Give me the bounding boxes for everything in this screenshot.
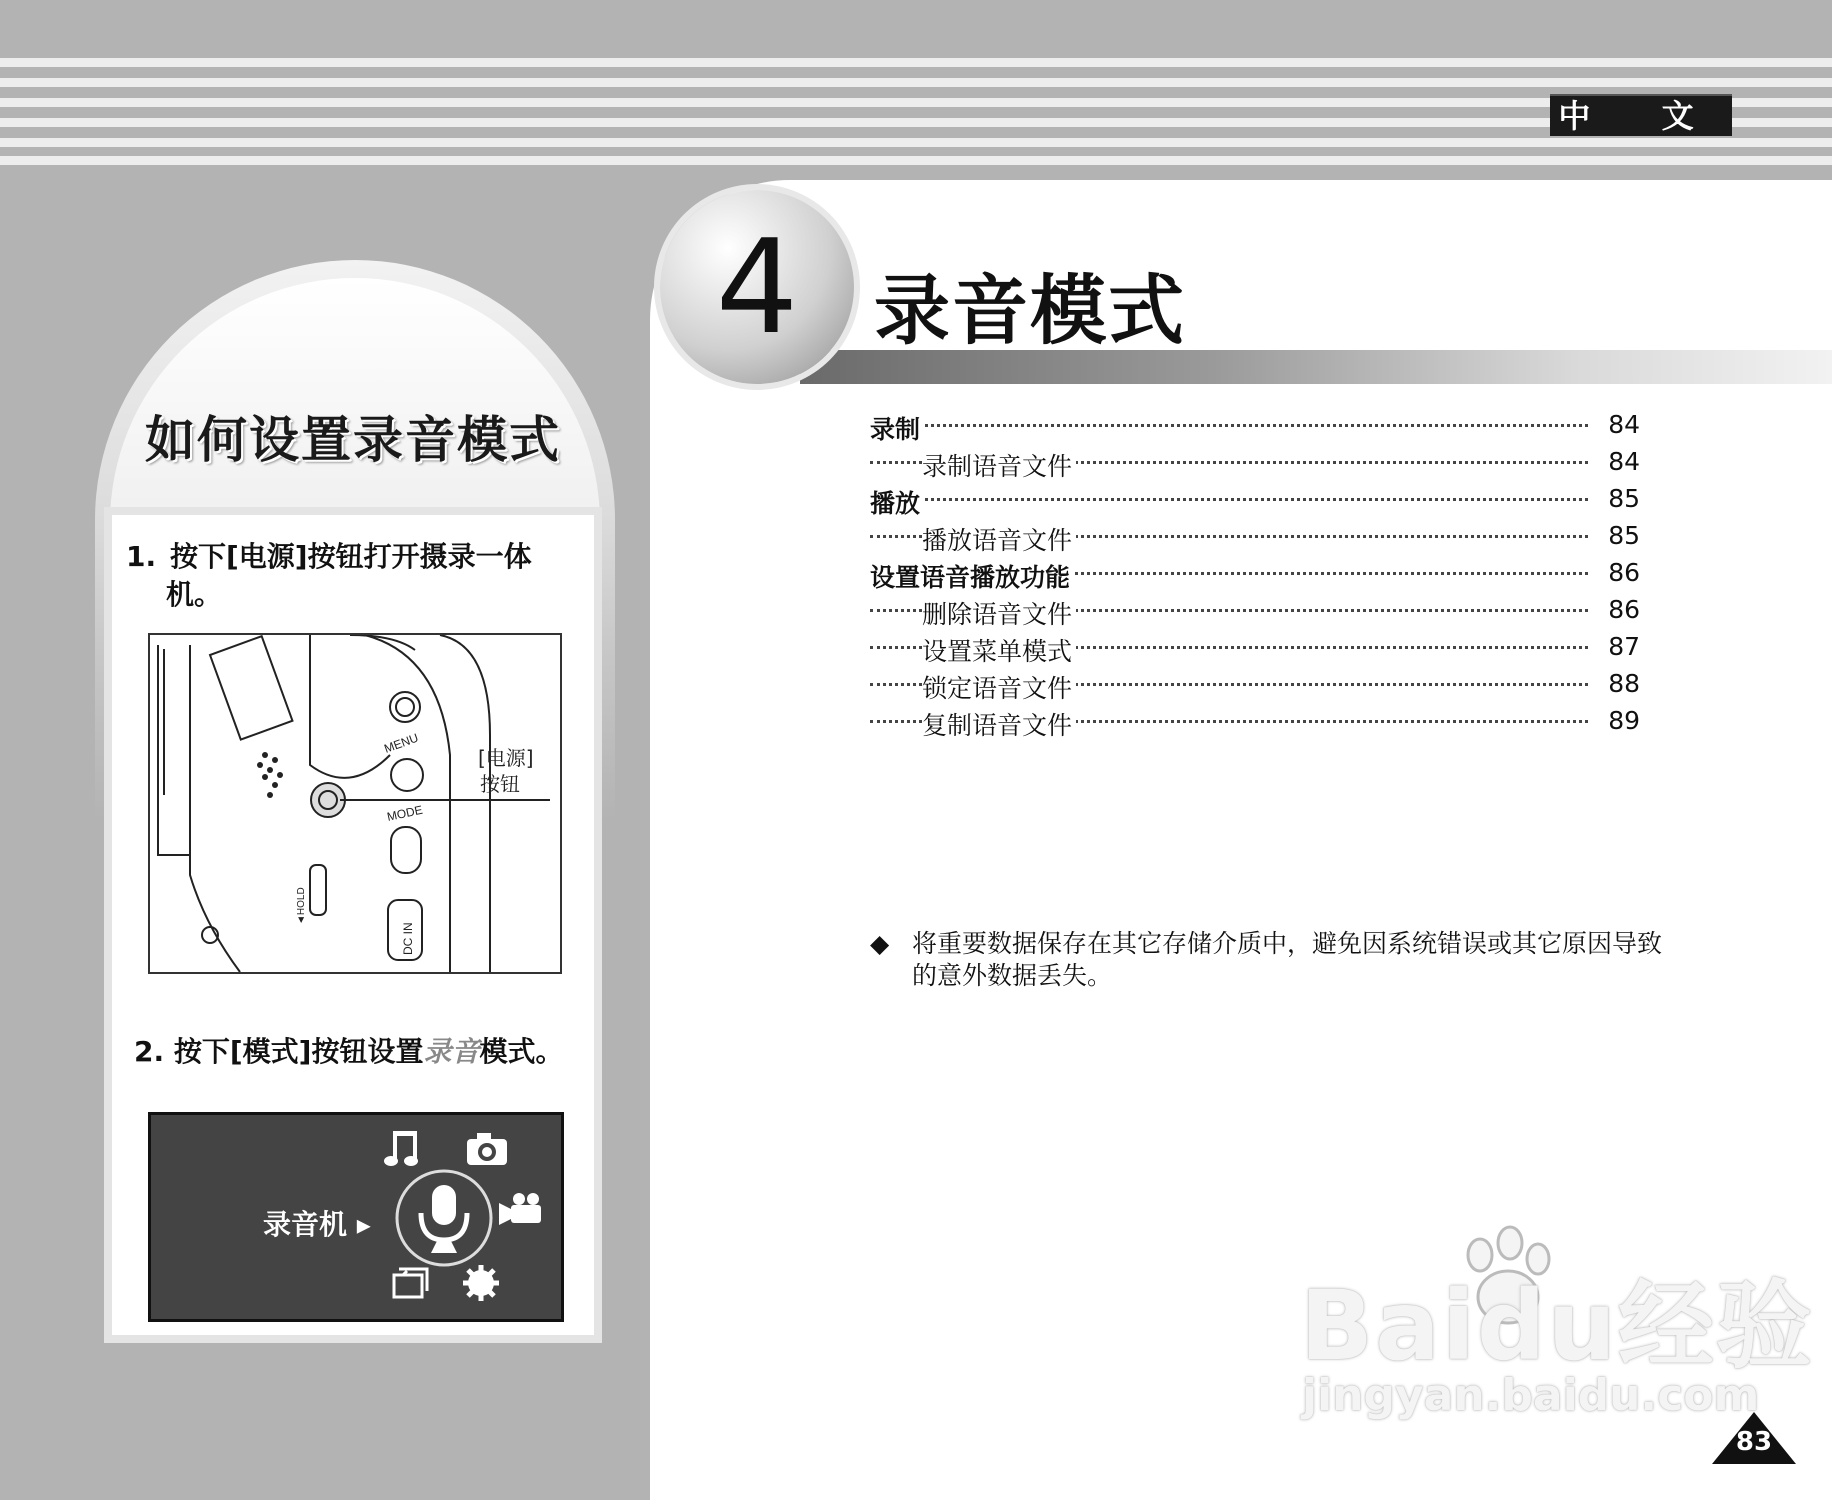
toc-label: 删除语音文件 xyxy=(922,595,1076,631)
toc-entry[interactable] xyxy=(870,521,1640,557)
toc-entry[interactable] xyxy=(870,484,1640,520)
toc-page: 85 xyxy=(1596,484,1640,513)
toc-label: 复制语音文件 xyxy=(922,706,1076,742)
toc-label: 播放语音文件 xyxy=(922,521,1076,557)
toc-entry[interactable] xyxy=(870,595,1640,631)
step-1 xyxy=(126,538,586,614)
hold-label: ◄HOLD xyxy=(296,887,307,925)
toc-label: 设置语音播放功能 xyxy=(870,558,1074,594)
page-number: 83 xyxy=(1735,1427,1773,1457)
language-badge: 中 文 xyxy=(1550,94,1732,136)
toc-entry[interactable] xyxy=(870,447,1640,483)
step-2-number: 2. xyxy=(134,1035,165,1068)
toc-page: 86 xyxy=(1596,558,1640,587)
camera-drawing xyxy=(150,635,560,972)
camera-icon xyxy=(467,1133,507,1165)
step-2-emphasis: 录音 xyxy=(423,1035,480,1068)
chapter-number: 4 xyxy=(715,211,799,363)
toc-label: 录制 xyxy=(870,410,924,446)
mode-label: 录音机 ▸ xyxy=(263,1208,371,1241)
note-text: 将重要数据保存在其它存储介质中，避免因系统错误或其它原因导致的意外数据丢失。 xyxy=(912,929,1663,990)
dcin-label: DC IN xyxy=(401,922,415,955)
toc-entry[interactable] xyxy=(870,706,1640,742)
step-2 xyxy=(134,1030,604,1070)
mode-icons xyxy=(151,1115,561,1319)
diamond-bullet-icon: ◆ xyxy=(870,929,890,958)
camera-illustration xyxy=(148,633,562,974)
toc-entry[interactable] xyxy=(870,669,1640,705)
gear-icon xyxy=(463,1265,499,1301)
toc-label: 设置菜单模式 xyxy=(922,632,1076,668)
microphone-icon xyxy=(421,1185,467,1253)
toc-entry[interactable] xyxy=(870,410,1640,446)
chapter-title: 录音模式 xyxy=(874,266,1186,355)
step-1-number: 1. xyxy=(126,540,157,573)
step-1-text-cont: 机。 xyxy=(166,578,223,611)
step-2-text-after: 模式。 xyxy=(479,1035,564,1068)
toc-page: 85 xyxy=(1596,521,1640,550)
toc-page: 89 xyxy=(1596,706,1640,735)
watermark-url: jingyan.baidu.com xyxy=(1302,1370,1760,1421)
folder-icon xyxy=(394,1269,427,1297)
toc-label: 播放 xyxy=(870,484,924,520)
toc-page: 88 xyxy=(1596,669,1640,698)
toc-entry[interactable] xyxy=(870,558,1640,594)
section-title: 如何设置录音模式 xyxy=(145,411,561,469)
music-note-icon xyxy=(384,1131,418,1166)
mode-dial-screen xyxy=(148,1112,564,1322)
menu-label: MENU xyxy=(382,730,421,756)
mode-label: MODE xyxy=(385,802,424,824)
step-1-text: 按下[电源]按钮打开摄录一体 xyxy=(170,540,532,573)
toc-label: 锁定语音文件 xyxy=(922,669,1076,705)
step-2-text-before: 按下[模式]按钮设置 xyxy=(173,1035,424,1068)
toc-entry[interactable] xyxy=(870,632,1640,668)
toc-page: 87 xyxy=(1596,632,1640,661)
toc-page: 84 xyxy=(1596,447,1640,476)
video-camera-icon xyxy=(499,1193,541,1225)
toc-label: 录制语音文件 xyxy=(922,447,1076,483)
toc-page: 86 xyxy=(1596,595,1640,624)
toc-page: 84 xyxy=(1596,410,1640,439)
power-callout-line2: 按钮 xyxy=(480,772,520,796)
power-callout-line1: [电源] xyxy=(478,746,534,770)
top-stripes xyxy=(0,0,1832,180)
watermark-logo: Baidu经验 xyxy=(1300,1270,1814,1382)
